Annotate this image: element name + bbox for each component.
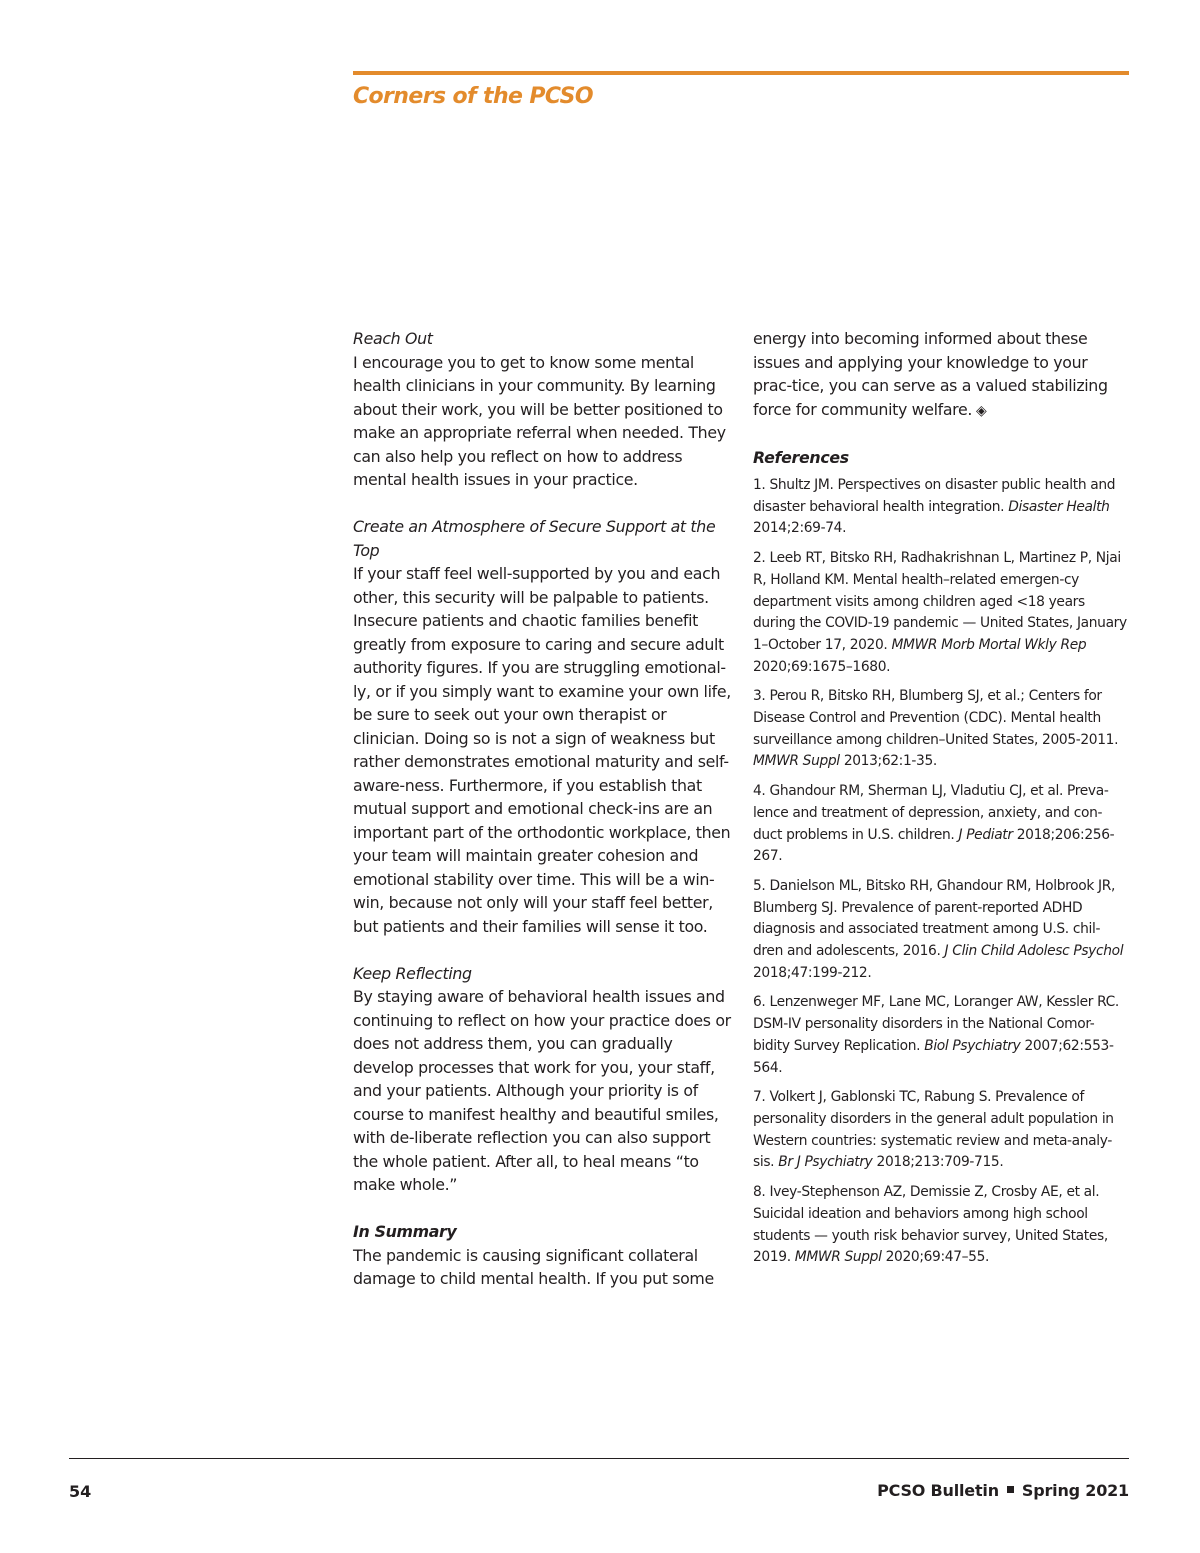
top-accent-rule (353, 71, 1129, 75)
right-column (753, 327, 1129, 1277)
paragraph-keep-reflecting: By staying aware of behavioral health issues and continuing to reflect on how your practice does or does not address them, you can gradually develop processes that work for you, your staff, and your patients. Although your priority is of course to manifest healthy and beautiful smiles, with de-liberate reflection you can also support the whole patient. After all, to heal means “to make whole.” (353, 987, 731, 1194)
footer-rule (69, 1458, 1129, 1459)
reference-item: 4. Ghandour RM, Sherman LJ, Vladutiu CJ, et al. Preva-lence and treatment of depression, anxiety, and con-duct problems in U.S. children. J Pediatr 2018;206:256-267. (753, 783, 1115, 865)
reference-item: 5. Danielson ML, Bitsko RH, Ghandour RM, Holbrook JR, Blumberg SJ. Prevalence of parent-reported ADHD diagnosis and associated treatment among U.S. chil-dren and adolescents, 2016. J Clin Child Adolesc Psychol 2018;47:199-212. (753, 877, 1124, 981)
subheading-atmosphere: Create an Atmosphere of Secure Support at the Top (353, 517, 716, 560)
end-mark-icon: ◈ (976, 402, 987, 419)
subheading-in-summary: In Summary (353, 1222, 457, 1241)
issue-date: Spring 2021 (1021, 1481, 1129, 1500)
paragraph-reach-out: I encourage you to get to know some mental health clinicians in your community. By learning about their work, you will be better positioned to make an appropriate referral when needed. They can also help you reflect on how to address mental health issues in your practice. (353, 352, 726, 489)
subheading-keep-reflecting: Keep Reflecting (353, 963, 472, 983)
reference-item: 8. Ivey-Stephenson AZ, Demissie Z, Crosby AE, et al. Suicidal ideation and behaviors among high school students — youth risk behavior survey, United States, 2019. MMWR Suppl 2020;69:47–55. (753, 1184, 1108, 1266)
reference-item: 1. Shultz JM. Perspectives on disaster public health and disaster behavioral health integration. Disaster Health 2014;2:69-74. (753, 477, 1116, 537)
left-column (353, 327, 731, 1291)
footer-publication (877, 1481, 1129, 1500)
publication-name: PCSO Bulletin (877, 1481, 999, 1500)
subheading-reach-out: Reach Out (353, 329, 433, 348)
references-list (753, 475, 1129, 1269)
section-title: Corners of the PCSO (353, 84, 594, 109)
reference-item: 7. Volkert J, Gablonski TC, Rabung S. Prevalence of personality disorders in the general adult population in Western countries: systematic review and meta-analy-sis. Br J Psychiatry 2018;213:709-715. (753, 1089, 1114, 1171)
paragraph-in-summary: The pandemic is causing significant collateral damage to child mental health. If you put some (353, 1245, 714, 1288)
summary-continued-text: energy into becoming informed about these issues and applying your knowledge to your prac-tice, you can serve as a valued stabilizing force for community welfare. (753, 329, 1108, 419)
paragraph-summary-continued (753, 327, 1129, 423)
reference-item: 6. Lenzenweger MF, Lane MC, Loranger AW, Kessler RC. DSM-IV personality disorders in the National Comor-bidity Survey Replication. Biol Psychiatry 2007;62:553-564. (753, 994, 1119, 1076)
reference-item: 3. Perou R, Bitsko RH, Blumberg SJ, et al.; Centers for Disease Control and Prevention (CDC). Mental health surveillance among children–United States, 2005-2011. MMWR Suppl 2013;62:1-35. (753, 688, 1119, 770)
references-heading: References (753, 448, 849, 467)
square-separator-icon (1007, 1486, 1014, 1493)
paragraph-atmosphere: If your staff feel well-supported by you and each other, this security will be palpable to patients. Insecure patients and chaotic families benefit greatly from exposure to caring and secure adult authority figures. If you are struggling emotional-ly, or if you simply want to examine your own life, be sure to seek out your own therapist or clinician. Doing so is not a sign of weakness but rather demonstrates emotional maturity and self-aware-ness. Furthermore, if you establish that mutual support and emotional check-ins are an important part of the orthodontic workplace, then your team will maintain greater cohesion and emotional stability over time. This will be a win-win, because not only will your staff feel better, but patients and their families will sense it too. (353, 564, 731, 936)
reference-item: 2. Leeb RT, Bitsko RH, Radhakrishnan L, Martinez P, Njai R, Holland KM. Mental health–related emergen-cy department visits among children aged <18 years during the COVID-19 pandemic — United States, January 1–October 17, 2020. MMWR Morb Mortal Wkly Rep 2020;69:1675–1680. (753, 550, 1127, 675)
page-number: 54 (69, 1482, 92, 1501)
